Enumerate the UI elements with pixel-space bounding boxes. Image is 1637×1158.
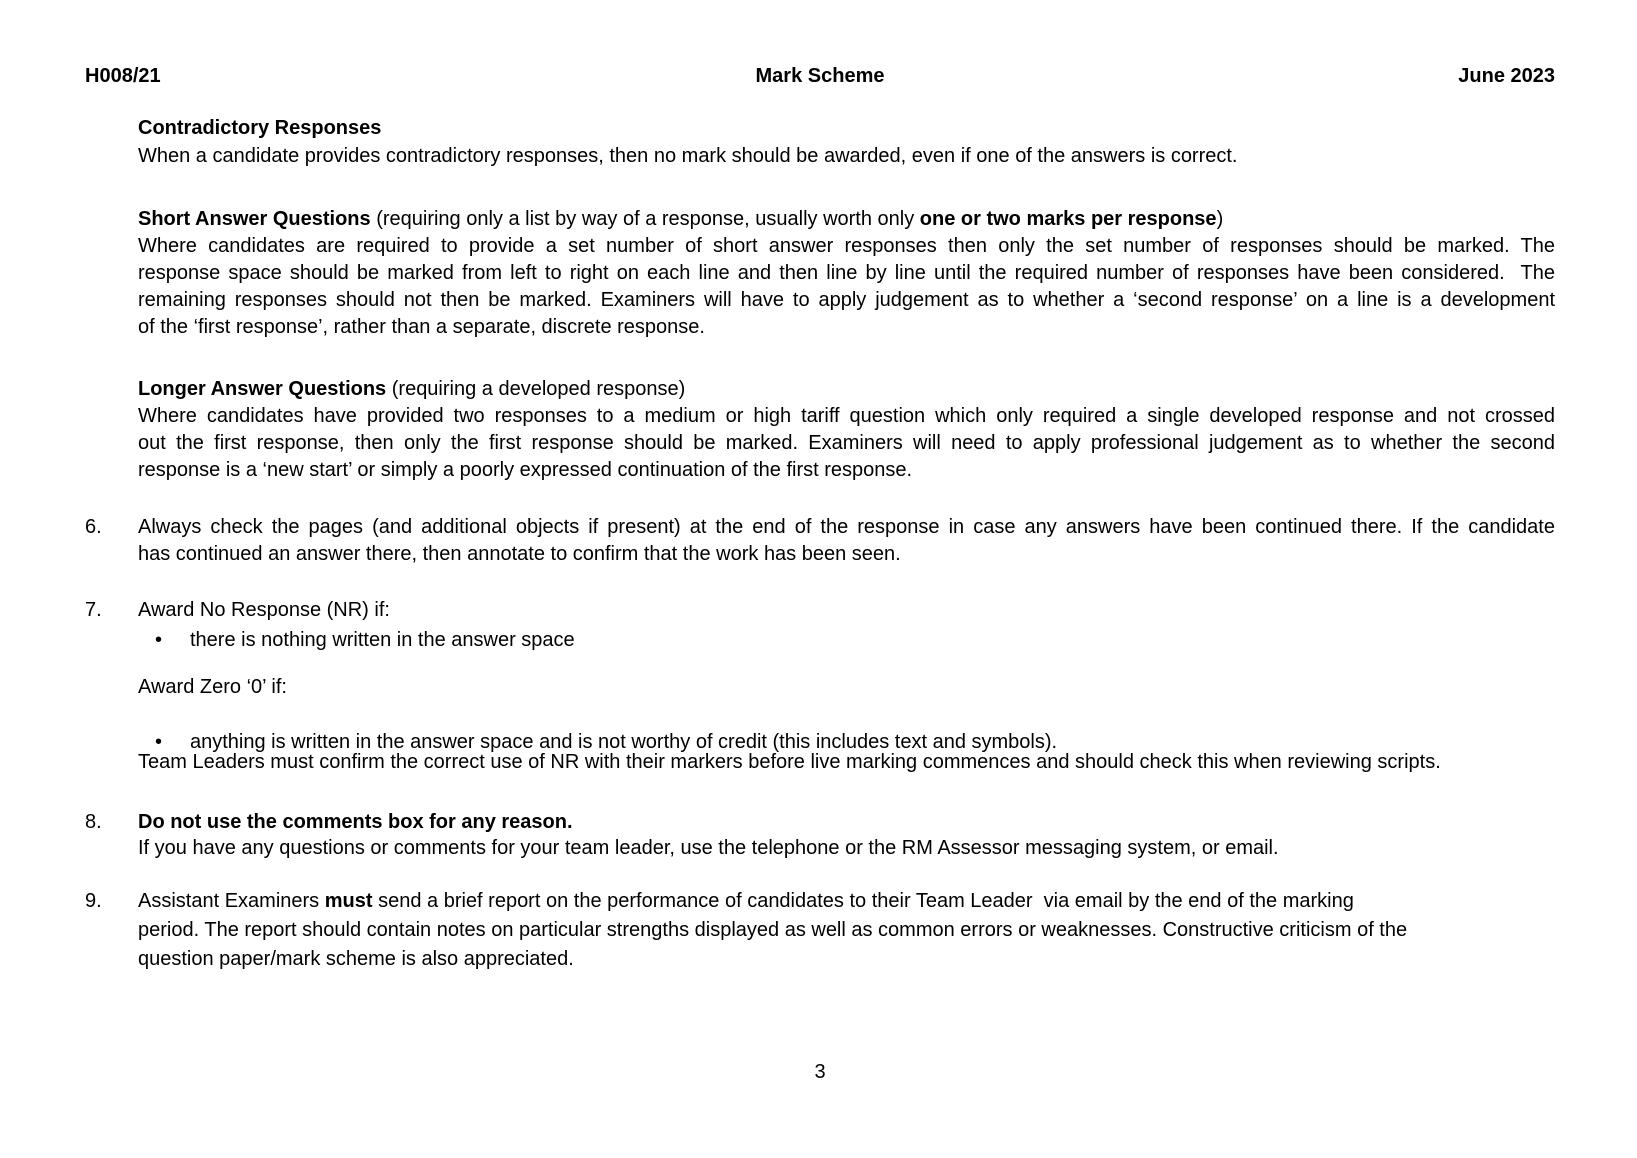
numbered-item-7 xyxy=(85,597,1555,624)
page-number: 3 xyxy=(814,1061,826,1083)
item8-bold-line: Do not use the comments box for any reason. xyxy=(138,811,573,833)
bullet-item-nr xyxy=(85,627,1555,654)
paragraph-line: response space should be marked from left to right on each line and then line by line until the required number of responses have been considered. The xyxy=(138,262,1555,284)
item9-text-pre: Assistant Examiners xyxy=(138,890,325,912)
paragraph-line xyxy=(138,887,1555,916)
paragraph-line: has continued an answer there, then annotate to confirm that the work has been seen. xyxy=(138,543,901,565)
section-contradictory-responses xyxy=(85,114,1555,170)
team-leaders-note xyxy=(85,749,1555,776)
document-title: Mark Scheme xyxy=(755,65,885,87)
item-number: 8. xyxy=(85,811,102,833)
heading-bold-text: Longer Answer Questions xyxy=(138,378,387,400)
heading-bold-text-2: one or two marks per response xyxy=(919,208,1217,230)
paragraph-line: of the ‘first response’, rather than a separate, discrete response. xyxy=(138,316,705,338)
item9-text-post: send a brief report on the performance of candidates to their Team Leader via email by the end of the marking xyxy=(372,890,1354,912)
item9-bold-must: must xyxy=(324,890,373,912)
page-header xyxy=(85,62,1555,90)
session-date: June 2023 xyxy=(1458,65,1555,87)
paragraph-line: response is a ‘new start’ or simply a poorly expressed continuation of the first response. xyxy=(138,459,913,481)
heading-bold-text: Short Answer Questions xyxy=(138,208,371,230)
award-zero-heading xyxy=(85,674,1555,701)
paper-code: H008/21 xyxy=(85,65,161,87)
numbered-item-6 xyxy=(85,514,1555,568)
numbered-item-8 xyxy=(85,809,1555,861)
heading-close-paren: ) xyxy=(1216,208,1224,230)
section-heading-longer-answer xyxy=(138,376,1555,403)
section-short-answer-questions xyxy=(85,206,1555,341)
paragraph-line: Where candidates have provided two responses to a medium or high tariff question which only required a single developed response and not crossed xyxy=(138,405,1555,427)
paragraph-line: Always check the pages (and additional objects if present) at the end of the response in case any answers have been continued there. If the candidate xyxy=(138,516,1555,538)
paragraph-line: remaining responses should not then be marked. Examiners will have to apply judgement as to whether a ‘second response’ on a line is a development xyxy=(138,289,1555,311)
bullet-icon: • xyxy=(155,731,163,753)
page-content xyxy=(85,0,1555,1158)
item-number: 9. xyxy=(85,890,102,912)
section-heading-contradictory: Contradictory Responses xyxy=(138,117,382,139)
item-number: 6. xyxy=(85,516,102,538)
section-heading-short-answer xyxy=(138,206,1555,233)
numbered-item-9 xyxy=(85,887,1555,974)
heading-normal-text: (requiring a developed response) xyxy=(386,378,686,400)
award-nr-intro: Award No Response (NR) if: xyxy=(138,599,390,621)
bullet-text: anything is written in the answer space and is not worthy of credit (this includes text and symbols). xyxy=(190,731,1058,753)
paragraph-line: Team Leaders must confirm the correct use of NR with their markers before live marking commences and should check this when reviewing scripts. xyxy=(138,751,1441,773)
paragraph-line: question paper/mark scheme is also appreciated. xyxy=(138,948,574,970)
award-zero-intro: Award Zero ‘0’ if: xyxy=(138,676,287,698)
item-number: 7. xyxy=(85,599,102,621)
paragraph-line: Where candidates are required to provide a set number of short answer responses then only the set number of responses should be marked. The xyxy=(138,235,1555,257)
heading-normal-text: (requiring only a list by way of a response, usually worth only xyxy=(370,208,920,230)
paragraph-line: If you have any questions or comments for your team leader, use the telephone or the RM Assessor messaging system, or email. xyxy=(138,837,1279,859)
bullet-icon: • xyxy=(155,629,163,651)
bullet-text: there is nothing written in the answer space xyxy=(190,629,575,651)
paragraph-line: out the first response, then only the first response should be marked. Examiners will need to apply professional judgement as to whether the second xyxy=(138,432,1555,454)
section-longer-answer-questions xyxy=(85,376,1555,484)
paragraph-line: period. The report should contain notes on particular strengths displayed as well as common errors or weaknesses. Constructive criticism of the xyxy=(138,919,1408,941)
section-body-contradictory: When a candidate provides contradictory responses, then no mark should be awarded, even if one of the answers is correct. xyxy=(138,145,1238,167)
